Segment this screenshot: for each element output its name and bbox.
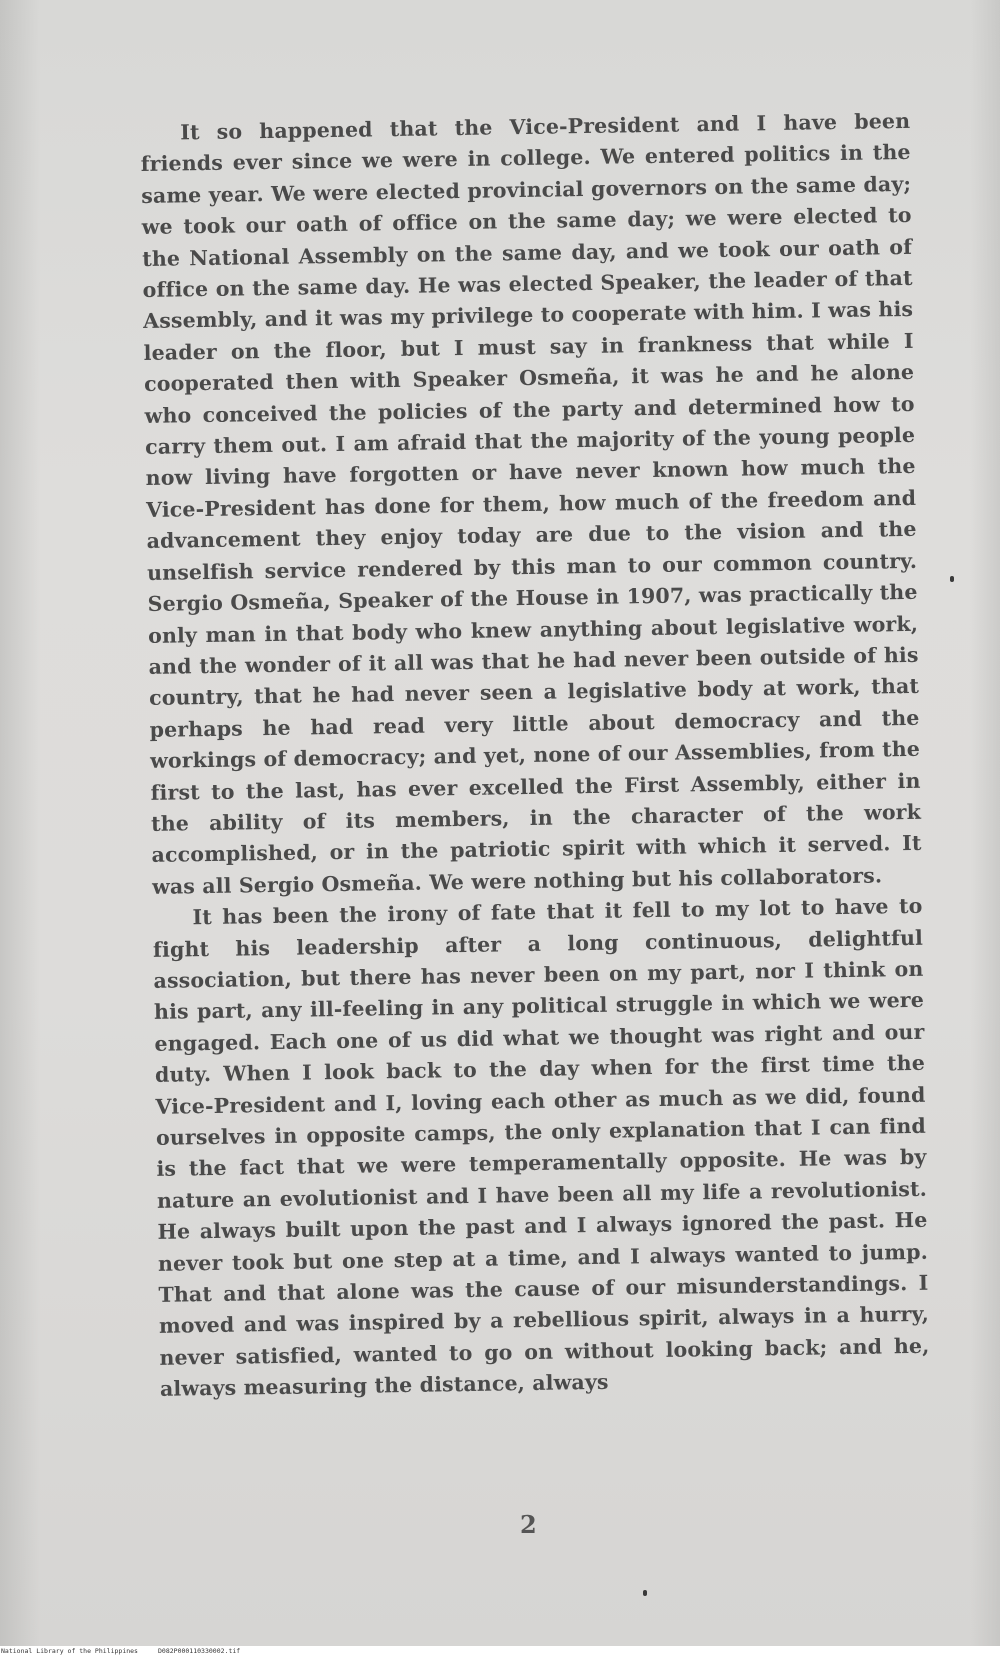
body-text [140,106,930,1406]
page-edge-shadow-right [970,0,1000,1646]
scan-speck-mark [643,1590,647,1596]
footer-strip [0,1646,1000,1658]
footer-file-id: D082P000110330002.tif [158,1647,241,1655]
paragraph-2: It has been the irony of fate that it fell to my lot to have to fight his leadership after a long continuous, delightful association, but there has never been on my part, nor I think on his part, any ill-feeling in any political struggle in which we were engaged. Each one of us did what we thought was right and our duty. When I look back to the day when for the first time the Vice-President and I, loving each other as much as we did, found ourselves in opposite camps, the only explanation that I can find is the fact that we were temperamentally opposite. He was by nature an evolutionist and I have been all my life a revolutionist. He always built upon the past and I always ignored the past. He never took but one step at a time, and I always wanted to jump. That and that alone was the cause of our misunderstandings. I moved and was inspired by a rebellious spirit, always in a hurry, never satisfied, wanted to go on without looking back; and he, always measuring the distance, always [152,893,930,1402]
page-number: 2 [520,1510,537,1539]
scan-speck-mark [950,576,954,582]
footer-library-label: National Library of the Philippines [1,1647,138,1655]
paragraph-1: It so happened that the Vice-President and I have been friends ever since we were in college. We entered politics in the same year. We were elected provincial governors on the same day; we took our oath of office on the same day; we were elected to the National Assembly on the same day, and we took our oath of office on the same day. He was elected Speaker, the leader of that Assembly, and it was my privilege to cooperate with him. I was his leader on the floor, but I must say in frankness that while I cooperated then with Speaker Osmeña, it was he and he alone who conceived the policies of the party and determined how to carry them out. I am afraid that the majority of the young people now living have forgotten or have never known how much the Vice-President has done for them, how much of the freedom and advancement they enjoy today are due to the vision and the unselfish service rendered by this man to our common country. Sergio Osmeña, Speaker of the House in 1907, was practically the only man in that body who knew anything about legislative work, and the wonder of it all was that he had never been outside of his country, that he had never seen a legislative body at work, that perhaps he had read very little about democracy and the workings of democracy; and yet, none of our Assemblies, from the first to the last, has ever excelled the First Assembly, either in the ability of its members, in the character of the work accomplished, or in the patriotic spirit with which it served. It was all Sergio Osmeña. We were nothing but his collaborators. [140,108,922,899]
page-edge-shadow-left [0,0,40,1646]
